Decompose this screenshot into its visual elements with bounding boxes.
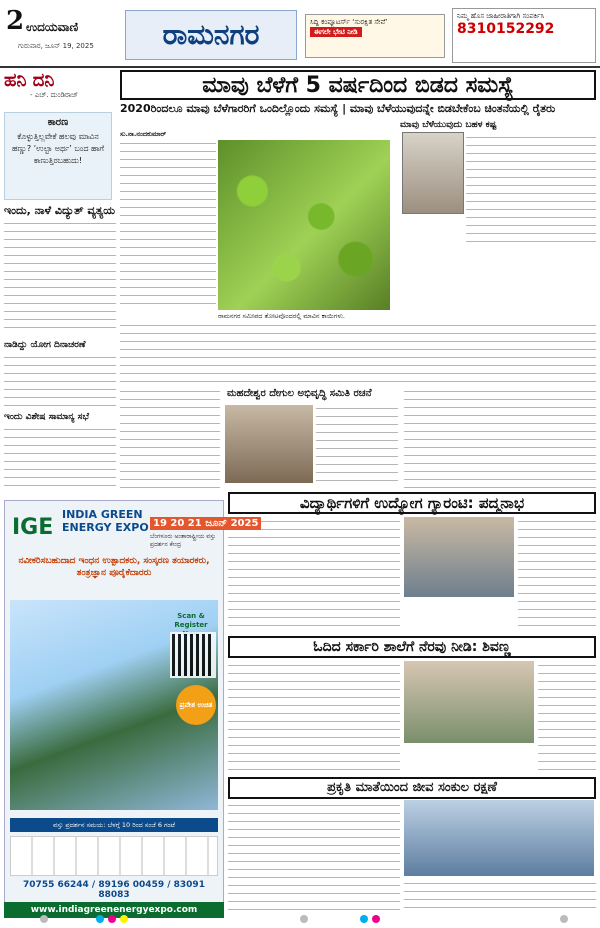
story-power-cut-headline: ಇಂದು, ನಾಳೆ ವಿದ್ಯುತ್ ವ್ಯತ್ಯಯ: [4, 204, 116, 217]
ige-blurb: ನವೀಕರಿಸಬಹುದಾದ ಇಂಧನ ಉತ್ಪಾದಕರು, ಸಂಸ್ಕರಣ ತಯಾರಕರು, ತಂತ್ರಜ್ಞಾನ ಪೂರೈಕೆದಾರರು: [18, 556, 210, 578]
temple-story-body: [316, 405, 398, 485]
top-ad-1-text: ಸಿದ್ದಿ ಕಂಪ್ಯೂಟರ್ಸ್ ‘ಸುರಕ್ಷಿತ ಸೇವೆ’: [310, 18, 388, 26]
school-group-photo: [404, 661, 534, 743]
hani-dani-logo: [4, 70, 112, 110]
story-yoga-headline: ನಾಡಿದ್ದು ಯೋಗ ದಿನಾಚರಣೆ: [4, 340, 86, 350]
free-entry-badge: ಪ್ರವೇಶ ಉಚಿತ: [176, 685, 216, 725]
nature-story-headline: ಪ್ರಕೃತಿ ಮಾತೆಯಿಂದ ಜೀವ ಸಂಕುಲ ರಕ್ಷಣೆ: [228, 777, 596, 799]
ige-timing: ವಸ್ತು ಪ್ರದರ್ಶನ ಸಮಯ: ಬೆಳಗ್ಗೆ 10 ರಿಂದ ಸಂಜೆ 6 ಗಂಟೆ: [10, 818, 218, 832]
story-meeting-headline: ಇಂದು ವಿಶೇಷ ಸಾಮಾನ್ಯ ಸಭೆ: [4, 412, 89, 422]
farmer-portrait: [402, 132, 464, 214]
poem-text: ಕೊಳ್ಳುತ್ತಿಲ್ಲವೇಕೆ ಹಲವು ಮಾವಿನ ಹಣ್ಣು? ‘ಉಲ್ಟಾ ಅರ್ಥ’ ಬಂದ ಹಾಗೆ ಕಾಣುತ್ತಿರಬಹುದು!: [11, 132, 105, 165]
top-ad-2-phone[interactable]: 8310152292: [457, 21, 555, 37]
ige-name: INDIA GREEN ENERGY EXPO: [62, 508, 149, 534]
mango-photo-caption: ರಾಮನಗರ ಸಮೀಪದ ತೋಟವೊಂದರಲ್ಲಿ ಮಾವಿನ ಕಾಯಿಗಳು.: [218, 312, 345, 320]
ige-website-link[interactable]: www.indiagreenenergyexpo.com: [4, 902, 224, 918]
mango-photo: [218, 140, 390, 310]
lead-headline: ಮಾವು ಬೆಳೆಗೆ 5 ವರ್ಷದಿಂದ ಬಿಡದ ಸಮಸ್ಯೆ: [120, 70, 596, 100]
ige-logo: IGE: [12, 515, 54, 540]
top-ad-1[interactable]: [305, 14, 445, 58]
lead-byline: ಸು.ನಾ.ನಂದಕುಮಾರ್: [120, 130, 167, 138]
nature-story-body: [228, 802, 400, 910]
students-story-headline: ವಿದ್ಯಾರ್ಥಿಗಳಿಗೆ ಉದ್ಯೋಗ ಗ್ಯಾರಂಟಿ: ಪದ್ಮನಾಭ: [228, 492, 596, 514]
students-side-body: [518, 518, 596, 632]
story-meeting-body: [4, 426, 116, 492]
nature-group-photo: [404, 800, 594, 876]
issue-date: ಗುರುವಾರ, ಜೂನ್ 19, 2025: [18, 42, 94, 50]
lead-continued-body: [120, 322, 596, 384]
nature-side-body: [404, 880, 596, 910]
temple-story-headline: ಮಹದೇಶ್ವರ ದೇಗುಲ ಅಭಿವೃದ್ಧಿ ಸಮಿತಿ ರಚನೆ: [227, 388, 372, 399]
sponsor-logos-strip: [10, 836, 218, 876]
column-b-body: [120, 388, 220, 494]
ige-phone[interactable]: 70755 66244 / 89196 00459 / 83091 88083: [23, 880, 205, 900]
registration-dot: [560, 915, 568, 923]
hani-dani-byline: - ಎಚ್. ದುಂಡಿರಾಜ್: [30, 91, 79, 99]
side-story-headline: ಮಾವು ಬೆಳೆಯುವುದು ಬಹಳ ಕಷ್ಟ: [400, 120, 497, 130]
registration-dot: [120, 915, 128, 923]
school-story-headline: ಓದಿದ ಸರ್ಕಾರಿ ಶಾಲೆಗೆ ನೆರವು ನೀಡಿ: ಶಿವಣ್ಣ: [228, 636, 596, 658]
header-rule: [0, 66, 600, 68]
registration-dot: [372, 915, 380, 923]
page-number: 2: [6, 6, 25, 36]
lead-subhead: 2020ರಿಂದಲೂ ಮಾವು ಬೆಳೆಗಾರರಿಗೆ ಒಂದಿಲ್ಲೊಂದು ಸಮಸ್ಯೆ | ಮಾವು ಬೆಳೆಯುವುದನ್ನೇ ಬಿಡಬೇಕೆಂಬ ಚಿಂತನೆಯಲ್ಲಿ ರೈತರು: [120, 102, 556, 115]
registration-dot: [40, 915, 48, 923]
top-ad-2[interactable]: [452, 8, 596, 63]
hani-dani-title: ಹನಿ ದನಿ: [4, 70, 55, 91]
ige-scan-label: Scan & Register: [174, 612, 208, 629]
school-story-body: [228, 662, 400, 774]
top-ad-2-text: ನಿಮ್ಮ ಹೊಸ ಜಾಹೀರಾತಿಗಾಗಿ ಸಂಪರ್ಕಿಸಿ: [457, 12, 545, 20]
registration-dot: [96, 915, 104, 923]
section-title: ರಾಮನಗರ: [125, 10, 297, 60]
side-story-body: [466, 134, 596, 246]
students-story-body: [228, 518, 400, 632]
registration-dot: [108, 915, 116, 923]
temple-photo: [225, 405, 313, 483]
school-side-body: [538, 662, 596, 774]
registration-dot: [360, 915, 368, 923]
ige-dates: 19 20 21 ಜೂನ್ 2025: [150, 517, 261, 530]
poem-box: [4, 112, 112, 200]
story-power-cut-body: [4, 220, 116, 332]
students-group-photo: [404, 517, 514, 597]
ige-venue: ಬೆಂಗಳೂರು ಅಂತಾರಾಷ್ಟ್ರೀಯ ವಸ್ತು ಪ್ರದರ್ಶನ ಕೇಂದ್ರ: [150, 533, 216, 548]
registration-dot: [300, 915, 308, 923]
poem-title: ಕಾರಣ: [47, 117, 69, 128]
page-header: [0, 0, 600, 66]
qr-code-icon[interactable]: [170, 632, 216, 678]
top-ad-1-button[interactable]: ಈಗಲೇ ಭೇಟಿ ನೀಡಿ: [310, 27, 362, 37]
story-yoga-body: [4, 354, 116, 406]
paper-name: ಉದಯವಾಣಿ: [26, 20, 79, 34]
lead-column-1: [120, 140, 216, 310]
column-c-body: [404, 388, 596, 488]
